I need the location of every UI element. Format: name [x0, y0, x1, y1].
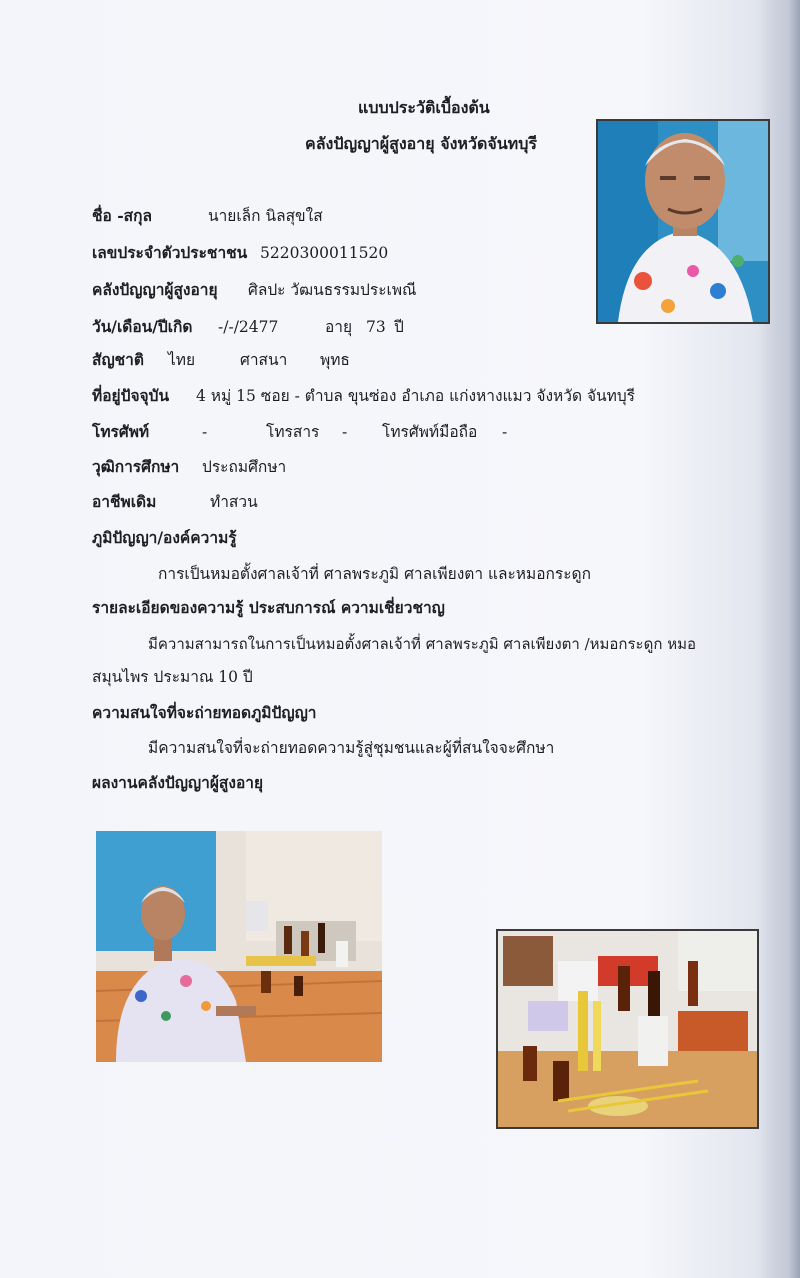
occupation-value: ทำสวน — [210, 493, 258, 511]
fax-label: โทรสาร — [266, 423, 320, 441]
nationality-value: ไทย — [168, 351, 196, 369]
name-value: นายเล็ก นิลสุขใส — [208, 207, 323, 225]
age-unit: ปี — [394, 318, 404, 336]
id-value: 5220300011520 — [260, 244, 389, 262]
phone-value: - — [202, 423, 208, 441]
bank-label: คลังปัญญาผู้สูงอายุ — [92, 280, 218, 299]
education-value: ประถมศึกษา — [202, 458, 287, 476]
education-label: วุฒิการศึกษา — [92, 457, 180, 476]
age-label: อายุ — [325, 318, 353, 336]
document-title: แบบประวัติเบื้องต้น — [358, 98, 490, 117]
fax-value: - — [342, 423, 348, 441]
id-label: เลขประจำตัวประชาชน — [92, 243, 248, 262]
name-label: ชื่อ -สกุล — [92, 206, 153, 225]
portrait-photo — [596, 119, 770, 324]
religion-value: พุทธ — [320, 351, 350, 369]
detail-heading: รายละเอียดของความรู้ ประสบการณ์ ความเชี่ยวชาญ — [92, 598, 445, 617]
age-value: 73 — [366, 318, 386, 336]
address-label: ที่อยู่ปัจจุบัน — [92, 386, 170, 405]
phone-label: โทรศัพท์ — [92, 422, 150, 441]
work-photo-ritual-items — [496, 929, 759, 1129]
wisdom-heading: ภูมิปัญญา/องค์ความรู้ — [92, 528, 237, 547]
mobile-value: - — [502, 423, 508, 441]
document-subtitle: คลังปัญญาผู้สูงอายุ จังหวัดจันทบุรี — [305, 134, 537, 153]
address-value: 4 หมู่ 15 ซอย - ตำบล ขุนซ่อง อำเภอ แก่งหางแมว จังหวัด จันทบุรี — [196, 387, 636, 405]
religion-label: ศาสนา — [240, 351, 288, 369]
bank-value: ศิลปะ วัฒนธรรมประเพณี — [248, 281, 417, 299]
interest-heading: ความสนใจที่จะถ่ายทอดภูมิปัญญา — [92, 703, 317, 722]
wisdom-text: การเป็นหมอตั้งศาลเจ้าที่ ศาลพระภูมิ ศาลเพียงตา และหมอกระดูก — [158, 565, 592, 583]
work-photo-elder-with-offerings — [96, 831, 382, 1062]
dob-value: -/-/2477 — [218, 318, 279, 336]
interest-text: มีความสนใจที่จะถ่ายทอดความรู้สู่ชุมชนและผู้ที่สนใจจะศึกษา — [148, 739, 555, 757]
nationality-label: สัญชาติ — [92, 350, 144, 369]
detail-text-line2: สมุนไพร ประมาณ 10 ปี — [92, 668, 253, 686]
dob-label: วัน/เดือน/ปีเกิด — [92, 317, 193, 336]
detail-text-line1: มีความสามารถในการเป็นหมอตั้งศาลเจ้าที่ ศาลพระภูมิ ศาลเพียงตา /หมอกระดูก หมอ — [148, 635, 696, 653]
works-heading: ผลงานคลังปัญญาผู้สูงอายุ — [92, 773, 264, 792]
mobile-label: โทรศัพท์มือถือ — [382, 423, 478, 441]
occupation-label: อาชีพเดิม — [92, 492, 157, 511]
